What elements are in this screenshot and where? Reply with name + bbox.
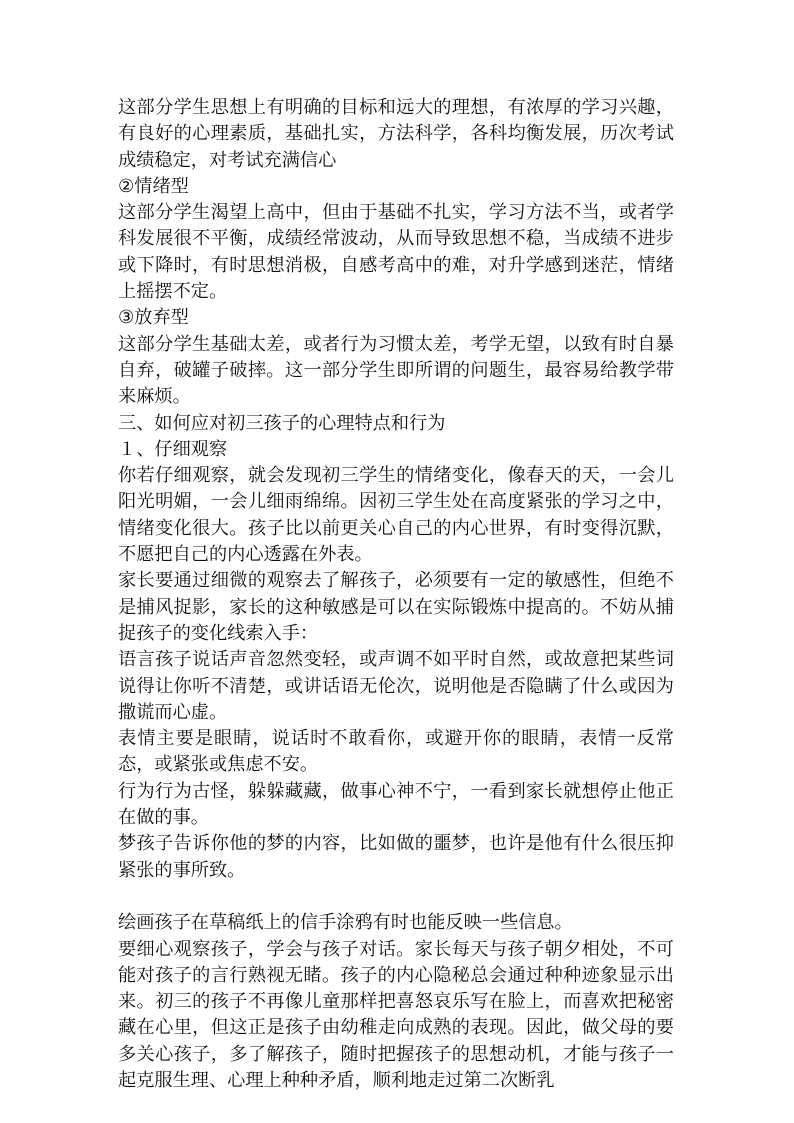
section-heading-how-to-respond: 三、如何应对初三孩子的心理特点和行为 — [118, 412, 446, 434]
paragraph-dream-clues: 梦孩子告诉你他的梦的内容，比如做的噩梦，也许是他有什么很压抑紧张的事所致。 — [118, 833, 674, 881]
paragraph-stable-type-description: 这部分学生思想上有明确的目标和远大的理想，有浓厚的学习兴趣，有良好的心理素质，基础扎实，方法科学，各科均衡发展，历次考试成绩稳定，对考试充满信心 — [118, 97, 674, 171]
paragraph-behavior-clues: 行为行为古怪，躲躲藏藏，做事心神不宁，一看到家长就想停止他正在做的事。 — [118, 780, 674, 829]
paragraph-emotional-type-description: 这部分学生渴望上高中，但由于基础不扎实，学习方法不当，或者学科发展很不平衡，成绩经常波动，从而导致思想不稳，当成绩不进步或下降时，有时思想消极，自感考高中的难，对升学感到迷茫，情绪上摇摆不定。 — [118, 202, 674, 303]
paragraph-talk-with-child: 要细心观察孩子，学会与孩子对话。家长每天与孩子朝夕相处，不可能对孩子的言行熟视无睹。孩子的内心隐秘总会通过种种迹象显示出来。初三的孩子不再像儿童那样把喜怒哀乐写在脸上，而喜欢把秘密藏在心里，但这正是孩子由幼稚走向成熟的表现。因此，做父母的要多关心孩子，多了解孩子，随时把握孩子的思想动机，才能与孩子一起克服生理、心理上种种矛盾，顺利地走过第二次断乳 — [118, 938, 674, 1091]
heading-giving-up-type: ③放弃型 — [118, 307, 189, 329]
paragraph-giving-up-type-description: 这部分学生基础太差，或者行为习惯太差，考学无望，以致有时自暴自弃，破罐子破摔。这一部分学生即所谓的问题生，最容易给教学带来麻烦。 — [118, 333, 674, 408]
blank-line — [118, 884, 674, 910]
paragraph-drawing-clues: 绘画孩子在草稿纸上的信手涂鸦有时也能反映一些信息。 — [118, 912, 573, 934]
document-body — [118, 95, 674, 1094]
paragraph-parent-sensitivity: 家长要通过细微的观察去了解孩子，必须要有一定的敏感性，但绝不是捕风捉影，家长的这种敏感是可以在实际锻炼中提高的。不妨从捕捉孩子的变化线索入手： — [118, 570, 674, 644]
paragraph-expression-clues: 表情主要是眼睛，说话时不敢看你，或避开你的眼睛，表情一反常态，或紧张或焦虑不安。 — [118, 728, 674, 776]
heading-emotional-type: ②情绪型 — [118, 175, 189, 197]
paragraph-language-clues: 语言孩子说话声音忽然变轻，或声调不如平时自然，或故意把某些词说得让你听不清楚，或讲话语无伦次，说明他是否隐瞒了什么或因为撒谎而心虚。 — [118, 649, 674, 723]
subheading-careful-observation: １、仔细观察 — [118, 438, 228, 460]
paragraph-emotion-changes: 你若仔细观察，就会发现初三学生的情绪变化，像春天的天，一会儿阳光明媚，一会儿细雨绵绵。因初三学生处在高度紧张的学习之中，情绪变化很大。孩子比以前更关心自己的内心世界，有时变得沉默，不愿把自己的内心透露在外表。 — [118, 465, 674, 566]
